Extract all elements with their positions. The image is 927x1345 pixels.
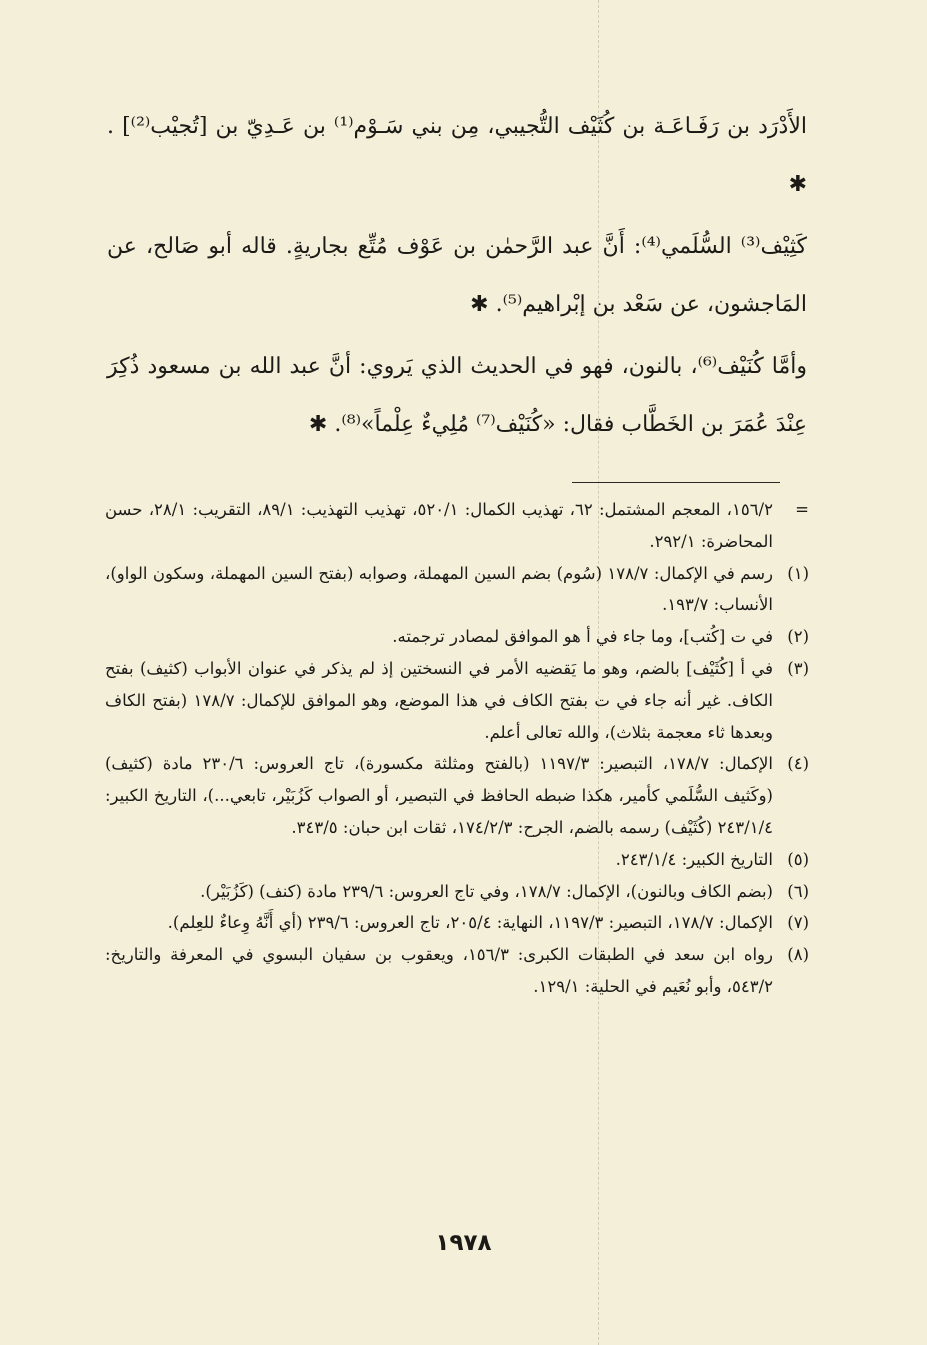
footnote-2 [105, 621, 809, 653]
footnote-3 [105, 653, 809, 748]
footnote-text: الإكمال: ١٧٨/٧، التبصير: ١١٩٧/٣ (بالفتح ومثلثة مكسورة)، تاج العروس: ٢٣٠/٦ مادة (كثيف) (وكَثيف السُّلَمي كأمير، هكذا ضبطه الحافظ في التبصير، أو الصواب كَزُبَيْر، تابعي...)، التاريخ الكبير: ٢٤٣/١/٤ (كُثَيْف) رسمه بالضم، الجرح: ١٧٤/٢/٣، ثقات ابن حبان: ٣٤٣/٥. [105, 754, 773, 837]
footnote-7 [105, 907, 809, 939]
footnote-marker: (٣) [787, 658, 809, 678]
footnote-text: الإكمال: ١٧٨/٧، التبصير: ١١٩٧/٣، النهاية: ٢٠٥/٤، تاج العروس: ٢٣٩/٦ (أي أَنَّهُ وِعاءٌ للعِلم). [167, 913, 773, 933]
footnote-text: رسم في الإكمال: ١٧٨/٧ (سُوم) بضم السين المهملة، وصوابه (بفتح السين المهملة، وسكون الواو)، الأنساب: ١٩٣/٧. [105, 563, 773, 615]
footnote-6 [105, 876, 809, 908]
footnote-marker: (٤) [787, 754, 809, 774]
main-text [107, 98, 807, 454]
footnote-text: ١٥٦/٢، المعجم المشتمل: ٦٢، تهذيب الكمال: ٥٢٠/١، تهذيب التهذيب: ٨٩/١، التقريب: ٢٨/١، حسن المحاضرة: ٢٩٢/١. [105, 500, 773, 551]
footnotes [105, 494, 809, 1003]
footnote-divider [572, 482, 780, 483]
footnote-marker: (٨) [787, 945, 809, 965]
footnote-marker: (٥) [787, 849, 809, 869]
footnote-text: (بضم الكاف وبالنون)، الإكمال: ١٧٨/٧، وفي تاج العروس: ٢٣٩/٦ مادة (كنف) (كَزُبَيْر). [200, 881, 773, 901]
footnote-1 [105, 558, 809, 622]
footnote-8 [105, 939, 809, 1003]
paragraph-kathif: كَثِيْف⁽³⁾ السُّلَمي⁽⁴⁾: أَنَّ عبد الرَّحمٰن بن عَوْف مُتِّع بجاريةٍ. قاله أبو صَالح، عن المَاجشون، عن سَعْد بن إبْراهيم⁽⁵⁾. ✱ [107, 234, 807, 317]
footnote-text: رواه ابن سعد في الطبقات الكبرى: ١٥٦/٣، ويعقوب بن سفيان البسوي في المعرفة والتاريخ: ٥٤٣/٢، وأبو نُعَيم في الحلية: ١٢٩/١. [105, 945, 773, 996]
footnote-text: في ت [كُتب]، وما جاء في أ هو الموافق لمصادر ترجمته. [392, 627, 773, 647]
footnote-marker: (٦) [787, 881, 809, 901]
footnote-marker: (٢) [787, 627, 809, 647]
footnote-5 [105, 844, 809, 876]
footnote-marker: = [795, 500, 809, 519]
paragraph-al-adrad: الأَدْرَد بن رَفَـاعَـة بن كُثَيْف التُّجيبي، مِن بني سَـوْم⁽¹⁾ بن عَـدِيّ بن [تُجيْب⁽²⁾] . ✱ [107, 114, 807, 197]
paragraph-kunaif: وأمَّا كُنَيْف⁽⁶⁾، بالنون، فهو في الحديث الذي يَروي: أنَّ عبد الله بن مسعود ذُكِرَ عِنْدَ عُمَرَ بن الخَطَّاب فقال: «كُنَيْف⁽⁷⁾ مُلِيءٌ عِلْماً»⁽⁸⁾. ✱ [107, 354, 807, 437]
footnote-marker: (١) [787, 563, 809, 583]
footnote-marker: (٧) [787, 913, 809, 933]
page-number: ١٩٧٨ [435, 1230, 492, 1256]
footnote-text: في أ [كُثَيْف] بالضم، وهو ما يَقضيه الأمر في النسختين إذ لم يذكر في عنوان الأبواب (كثيف) بفتح الكاف. غير أنه جاء في ت بفتح الكاف في هذا الموضع، وهو الموافق للإكمال: ١٧٨/٧ (بفتح الكاف وبعدها ثاء معجمة بثلاث)، والله تعالى أعلم. [105, 658, 773, 742]
footnote-4 [105, 748, 809, 843]
footnote-continued [105, 494, 809, 558]
footnote-text: التاريخ الكبير: ٢٤٣/١/٤. [615, 849, 773, 869]
